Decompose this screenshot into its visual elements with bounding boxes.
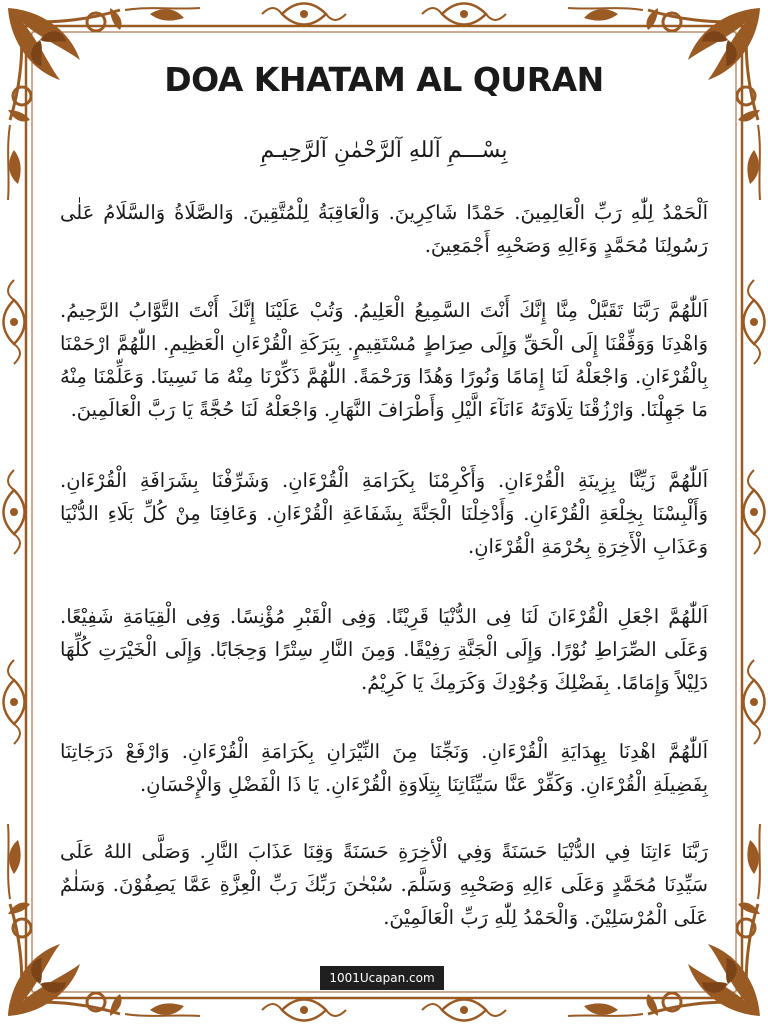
prayer-paragraph: اَللّٰهُمَّ زَيِّنَّا بِزِينَةِ الْقُرْءَانِ. وَأَكْرِمْنَا بِكَرَامَةِ الْقُرْءَانِ. وَشَرِّفْنَا بِشَرَافَةِ الْقُرْءَانِ. وَأَلْبِسْنَا بِخِلْعَةِ الْقُرْءَانِ. وَأَدْخِلْنَا الْجَنَّةَ بِشَفَاعَةِ الْقُرْءَانِ. وَعَافِنَا مِنْ كُلِّ بَلَاءِ الدُّنْيَا وَعَذَابِ الْأَخِرَةِ بِحُرْمَةِ الْقُرْءَانِ. — [60, 469, 708, 558]
top-vine-icon — [262, 4, 346, 25]
prayer-paragraph: اَللّٰهُمَّ رَبَّنَا تَقَبَّلْ مِنَّا إِنَّكَ أَنْتَ السَّمِيعُ الْعَلِيمُ. وَتُبْ عَلَيْنَا إِنَّكَ أَنْتَ التَّوَّابُ الرَّحِيمُ. وَاهْدِنَا وَوَفِّقْنَا إِلَى الْحَقِّ وَإِلَى صِرَاطٍ مُسْتَقِيمٍ. بِبَرَكَةِ الْقُرْءَانِ الْعَظِيمِ. اللّٰهُمَّ ارْحَمْنَا بِالْقُرْءَانِ. وَاجْعَلْهُ لَنَا إِمَامًا وَنُورًا وَهُدًا وَرَحْمَةً. اللّٰهُمَّ ذَكِّرْنَا مِنْهُ مَا نَسِينَا. وَعَلِّمْنَا مِنْهُ مَا جَهِلْنَا. وَارْزُقْنَا تِلَاوَتَهُ ءَانَآءَ الَّيْلِ وَأَطْرَافَ النَّهَارِ. وَاجْعَلْهُ لَنَا حُجَّةً يَا رَبَّ الْعَالَمِينَ. — [60, 299, 708, 421]
left-vine-icon — [4, 470, 25, 554]
prayer-paragraph: اَللّٰهُمَّ اهْدِنَا بِهِدَايَةِ الْقُرْءَانِ. وَنَجِّنَا مِنَ النِّيْرَانِ بِكَرَامَةِ الْقُرْءَانِ. وَارْفَعْ دَرَجَاتِنَا بِفَضِيلَةِ الْقُرْءَانِ. وَكَفِّرْ عَنَّا سَيِّئَاتِنَا بِتِلَاوَةِ الْقُرْءَانِ. يَا ذَا الْفَضْلِ وَالْإِحْسَانِ. — [60, 740, 708, 796]
top-left-ornament-icon — [8, 8, 200, 200]
right-vine-icon — [744, 660, 765, 744]
bottom-vine-icon — [422, 1000, 506, 1021]
bottom-vine-icon — [262, 1000, 346, 1021]
right-vine-icon — [744, 470, 765, 554]
prayer-paragraph: اَللّٰهُمَّ اجْعَلِ الْقُرْءَانَ لَنَا فِى الدُّنْيَا قَرِيْنًا. وَفِى الْقَبْرِ مُؤْنِسًا. وَفِى الْقِيَامَةِ شَفِيْعًا. وَعَلَى الصِّرَاطِ نُوْرًا. وَإِلَى الْجَنَّةِ رَفِيْقًا. وَمِنَ النَّارِ سِتْرًا وَحِجَابًا. وَإِلَى الْخَيْرَتِ كُلِّهَا دَلِيْلاً وَإِمَامًا. بِفَضْلِكَ وَجُوْدِكَ وَكَرَمِكَ يَا كَرِيْمُ. — [60, 605, 708, 694]
top-right-ornament-icon — [568, 8, 760, 200]
left-vine-icon — [4, 280, 25, 364]
prayer-paragraph: اَلْحَمْدُ لِلّٰهِ رَبِّ الْعَالِمِينَ. حَمْدًا شَاكِرِينَ. وَالْعَاقِبَةُ لِلْمُتَّقِينَ. وَالصَّلَاةُ وَالسَّلَامُ عَلٰى رَسُولِنَا مُحَمَّدٍ وَءَالِهِ وَصَحْبِهِ أَجْمَعِينَ. — [60, 201, 708, 257]
website-badge: 1001Ucapan.com — [320, 966, 444, 990]
page-title: DOA KHATAM AL QURAN — [164, 60, 604, 99]
prayer-paragraph: رَبَّنَا ءَاتِنَا فِي الدُّنْيَا حَسَنَةً وَفِي الْأخِرَةِ حَسَنَةً وَقِنَا عَذَابَ النَّارِ. وَصَلَّى اللهُ عَلَى سَيِّدِنَا مُحَمَّدٍ وَعَلَى ءَالِهِ وَصَحْبِهِ وَسَلَّمَ. سُبْحٰنَ رَبِّكَ رَبِّ الْعِزَّةِ عَمَّا يَصِفُوْنَ. وَسَلٰمٌ عَلَى الْمُرْسَلِيْنَ. وَالْحَمْدُ لِلّٰهِ رَبِّ الْعَالَمِيْنَ. — [60, 840, 708, 929]
top-vine-icon — [422, 4, 506, 25]
left-vine-icon — [4, 660, 25, 744]
right-vine-icon — [744, 280, 765, 364]
bismillah: بِسْـــمِ آللهِ آلرَّحْمٰنِ آلرَّحِيـمِ — [260, 138, 508, 163]
